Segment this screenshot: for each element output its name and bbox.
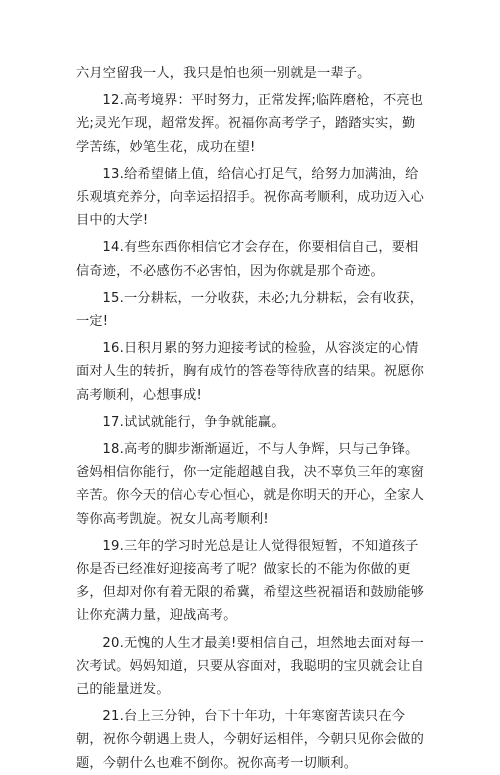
- paragraph-12: 12.高考境界：平时努力，正常发挥;临阵磨枪，不亮也光;灵光乍现，超常发挥。祝福你高考学子，踏踏实实，勤学苦练，妙笔生花，成功在望!: [76, 93, 424, 155]
- paragraph-14: 14.有些东西你相信它才会存在，你要相信自己，要相信奇迹，不必感伤不必害怕，因为你就是那个奇迹。: [76, 240, 419, 279]
- paragraph-20: 20.无愧的人生才最美!要相信自己，坦然地去面对每一次考试。妈妈知道，只要从容面对，我聪明的宝贝就会让自己的能量迸发。: [76, 635, 425, 698]
- paragraph-17: 17.试试就能行，争争就能赢。: [102, 414, 285, 430]
- paragraph-19: 19.三年的学习时光总是让人觉得很短暂，不知道孩子你是否已经准好迎接高考了呢？做家长的不能为你做的更多，但却对你有着无限的希冀，希望这些祝福语和鼓励能够让你充满力量，迎战高考。: [76, 538, 425, 624]
- paragraph-15: 15.一分耕耘，一分收获，未必;九分耕耘，会有收获，一定!: [76, 290, 424, 330]
- paragraph-21: 21.台上三分钟，台下十年功，十年寒窗苦读只在今朝，祝你今朝遇上贵人，今朝好运相伴，今朝只见你会做的题，今朝什么也难不倒你。祝你高考一切顺利。: [76, 709, 425, 771]
- paragraph-13: 13.给希望储上值，给信心打足气，给努力加满油，给乐观填充养分，向幸运招招手。祝你高考顺利，成功迈入心目中的大学!: [76, 166, 425, 229]
- paragraph-16: 16.日积月累的努力迎接考试的检验，从容淡定的心情面对人生的转折，胸有成竹的答卷等待欣喜的结果。祝愿你高考顺利，心想事成!: [76, 341, 425, 403]
- paragraph-18: 18.高考的脚步渐渐逼近，不与人争辉，只与己争锋。爸妈相信你能行，你一定能超越自我，决不辜负三年的寒窗辛苦。你今天的信心专心恒心，就是你明天的开心，全家人等你高考凯旋。祝女儿高考顺利!: [76, 442, 425, 527]
- paragraph-intro: 六月空留我一人，我只是怕也须一别就是一辈子。: [76, 66, 371, 81]
